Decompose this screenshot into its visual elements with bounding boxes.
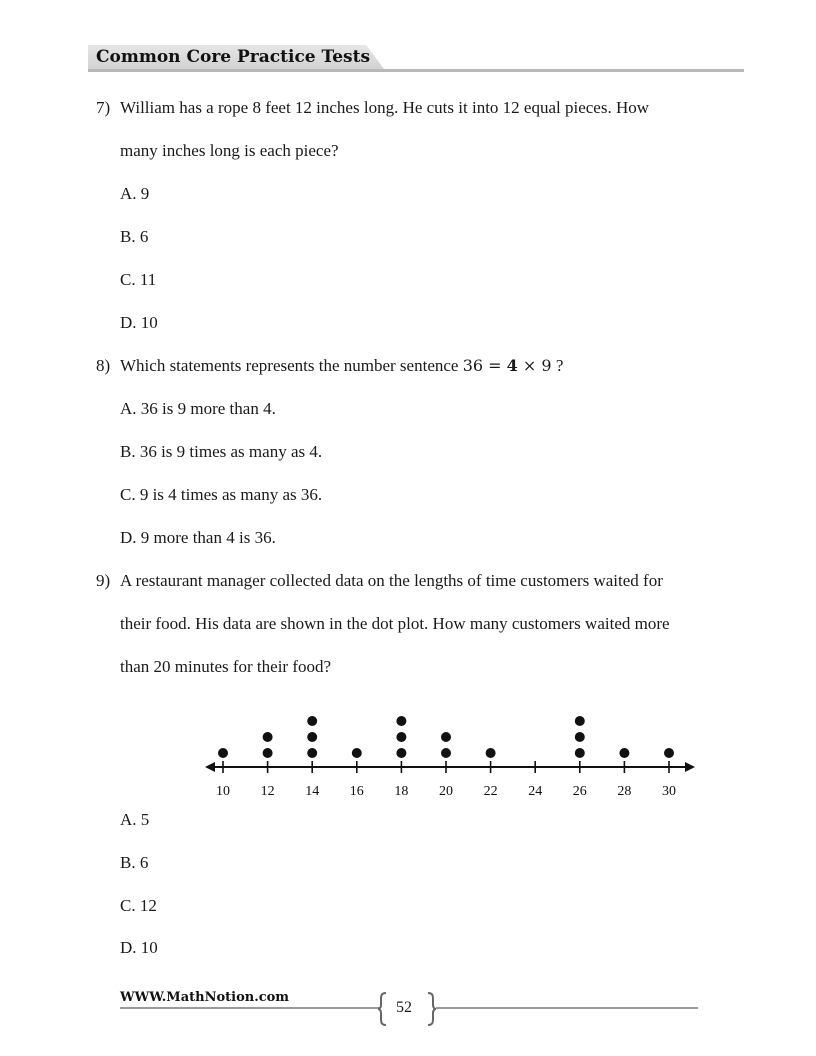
question-8-option-c[interactable]: C. 9 is 4 times as many as 36. bbox=[120, 485, 323, 504]
question-8-option-d[interactable]: D. 9 more than 4 is 36. bbox=[120, 528, 276, 547]
tick-label-12: 12 bbox=[260, 784, 275, 799]
tick-label-24: 24 bbox=[528, 784, 543, 799]
question-8-option-a[interactable]: A. 36 is 9 more than 4. bbox=[120, 399, 276, 418]
footer-rule-left bbox=[120, 1007, 380, 1009]
data-dot-18-1 bbox=[396, 748, 406, 758]
question-9-option-a[interactable]: A. 5 bbox=[120, 810, 150, 829]
question-8-text-after: ? bbox=[551, 356, 564, 375]
math-bold-factor: 4 bbox=[506, 356, 518, 375]
question-8-option-b[interactable]: B. 36 is 9 times as many as 4. bbox=[120, 442, 323, 461]
question-9-option-d[interactable]: D. 10 bbox=[120, 938, 158, 957]
header-rule bbox=[88, 69, 744, 72]
question-9-option-c[interactable]: C. 12 bbox=[120, 896, 157, 915]
number-sentence bbox=[463, 356, 552, 375]
data-dot-26-2 bbox=[575, 732, 585, 742]
tick-label-20: 20 bbox=[439, 784, 453, 799]
question-7-option-d[interactable]: D. 10 bbox=[120, 313, 158, 332]
data-dot-14-3 bbox=[307, 716, 317, 726]
question-9-text-line2: their food. His data are shown in the dot plot. How many customers waited more bbox=[120, 614, 670, 633]
tick-label-14: 14 bbox=[305, 784, 320, 799]
arrow-left-icon bbox=[205, 762, 215, 772]
question-9-text-line1: A restaurant manager collected data on the lengths of time customers waited for bbox=[120, 571, 663, 590]
footer-rule-right bbox=[436, 1007, 698, 1009]
dot-plot bbox=[195, 705, 705, 805]
math-left: 36 = bbox=[462, 356, 507, 375]
tick-label-26: 26 bbox=[572, 784, 587, 799]
tick-label-30: 30 bbox=[662, 784, 676, 799]
question-8-text-before: Which statements represents the number sentence bbox=[120, 356, 463, 375]
question-7-text-line2: many inches long is each piece? bbox=[120, 141, 339, 160]
arrow-right-icon bbox=[685, 762, 695, 772]
tick-label-28: 28 bbox=[617, 784, 632, 799]
data-dot-18-2 bbox=[396, 732, 406, 742]
question-7-option-b[interactable]: B. 6 bbox=[120, 227, 149, 246]
tick-label-10: 10 bbox=[216, 784, 230, 799]
question-7-option-a[interactable]: A. 9 bbox=[120, 184, 150, 203]
data-dot-18-3 bbox=[396, 716, 406, 726]
tick-label-22: 22 bbox=[483, 784, 498, 799]
data-dot-20-1 bbox=[441, 748, 451, 758]
data-dot-22-1 bbox=[486, 748, 496, 758]
data-dot-12-2 bbox=[263, 732, 273, 742]
data-dot-12-1 bbox=[263, 748, 273, 758]
question-8-text bbox=[120, 356, 563, 376]
page-header-title: Common Core Practice Tests bbox=[96, 47, 371, 67]
page-number: 52 bbox=[396, 999, 412, 1016]
question-7-text-line1: William has a rope 8 feet 12 inches long. He cuts it into 12 equal pieces. How bbox=[120, 98, 650, 117]
question-7-option-c[interactable]: C. 11 bbox=[120, 270, 157, 289]
data-dot-14-2 bbox=[307, 732, 317, 742]
tick-label-16: 16 bbox=[349, 784, 364, 799]
question-8-number: 8) bbox=[96, 356, 111, 375]
question-9-number: 9) bbox=[96, 571, 111, 590]
data-dot-20-2 bbox=[441, 732, 451, 742]
question-9-option-b[interactable]: B. 6 bbox=[120, 853, 149, 872]
tick-label-18: 18 bbox=[394, 784, 409, 799]
data-dot-10-1 bbox=[218, 748, 228, 758]
data-dot-30-1 bbox=[664, 748, 674, 758]
math-right: × 9 bbox=[517, 356, 552, 375]
data-dot-26-3 bbox=[575, 716, 585, 726]
footer-website: WWW.MathNotion.com bbox=[120, 990, 290, 1005]
data-dot-14-1 bbox=[307, 748, 317, 758]
data-dot-16-1 bbox=[352, 748, 362, 758]
question-9-text-line3: than 20 minutes for their food? bbox=[120, 657, 332, 676]
question-7-number: 7) bbox=[96, 98, 111, 117]
data-dot-28-1 bbox=[619, 748, 629, 758]
data-dot-26-1 bbox=[575, 748, 585, 758]
